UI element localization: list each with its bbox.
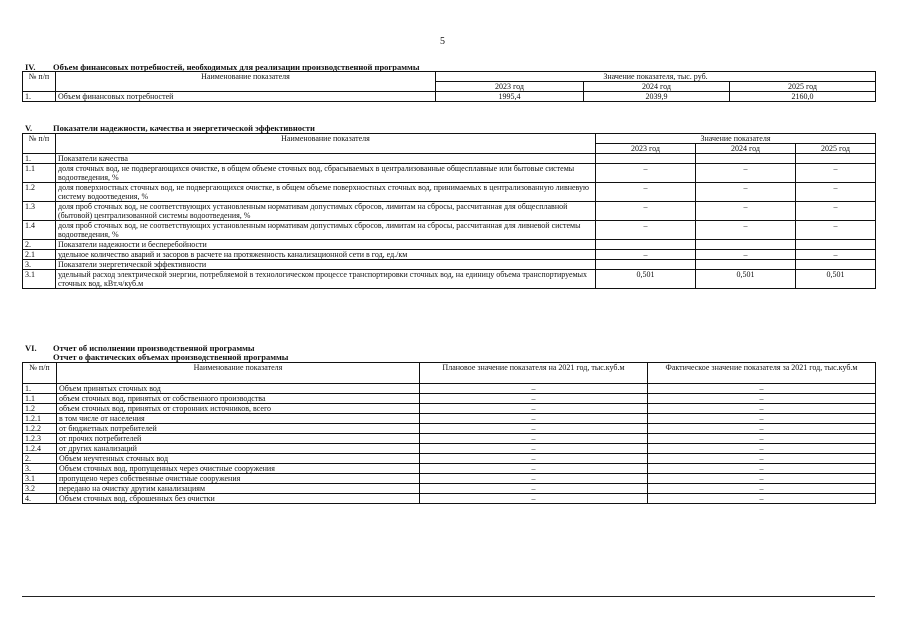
section5-number: V.	[25, 123, 33, 133]
col-value-header: Значение показателя	[596, 134, 876, 144]
row-no: 1.2.4	[23, 444, 57, 454]
section4-title: Объем финансовых потребностей, необходимых для реализации производственной программы	[53, 62, 420, 72]
section5-title: Показатели надежности, качества и энергетической эффективности	[53, 123, 315, 133]
row-value: 2160,0	[730, 92, 876, 102]
table-row	[23, 404, 876, 414]
row-no: 1.3	[23, 202, 56, 221]
row-name: доля проб сточных вод, не соответствующих установленным нормативам допустимых сбросов, лимитам на сбросы, рассчитанная для общесплавной (бытовой) централизованной системы водоотведения, %	[56, 202, 596, 221]
row-value: –	[596, 202, 696, 221]
col-name-header: Наименование показателя	[57, 363, 420, 384]
col-no-header: № п/п	[23, 363, 57, 384]
row-no: 1.2.2	[23, 424, 57, 434]
row-value: –	[596, 250, 696, 260]
row-value	[596, 260, 696, 270]
col-plan-header: Плановое значение показателя на 2021 год, тыс.куб.м	[420, 363, 648, 384]
row-fact: –	[648, 484, 876, 494]
row-value	[696, 154, 796, 164]
section4-table	[22, 71, 876, 102]
row-value: 0,501	[596, 270, 696, 289]
row-fact: –	[648, 454, 876, 464]
row-value: –	[696, 164, 796, 183]
table-row	[23, 464, 876, 474]
row-no: 1.	[23, 92, 56, 102]
row-name: Показатели энергетической эффективности	[56, 260, 596, 270]
row-name: от бюджетных потребителей	[57, 424, 420, 434]
row-fact: –	[648, 434, 876, 444]
table-row	[23, 92, 876, 102]
row-no: 1.1	[23, 164, 56, 183]
row-value	[596, 154, 696, 164]
row-no: 1.2	[23, 183, 56, 202]
year-header: 2025 год	[730, 82, 876, 92]
table-row	[23, 240, 876, 250]
row-no: 3.	[23, 260, 56, 270]
row-value: –	[696, 202, 796, 221]
row-value: –	[796, 250, 876, 260]
table-row	[23, 270, 876, 289]
row-name: удельное количество аварий и засоров в расчете на протяженность канализационной сети в год, ед./км	[56, 250, 596, 260]
table-header-row	[23, 134, 876, 144]
table-row	[23, 474, 876, 484]
row-no: 1.2.3	[23, 434, 57, 444]
row-value: –	[696, 221, 796, 240]
row-value: –	[696, 250, 796, 260]
row-name: от прочих потребителей	[57, 434, 420, 444]
row-value: –	[696, 183, 796, 202]
table-header-row	[23, 363, 876, 384]
row-name: Объем неучтенных сточных вод	[57, 454, 420, 464]
row-plan: –	[420, 434, 648, 444]
row-name: Объем сточных вод, пропущенных через очистные сооружения	[57, 464, 420, 474]
row-name: Показатели качества	[56, 154, 596, 164]
table-row	[23, 183, 876, 202]
table-row	[23, 414, 876, 424]
row-fact: –	[648, 424, 876, 434]
section6-table	[22, 362, 876, 504]
row-plan: –	[420, 444, 648, 454]
row-no: 3.2	[23, 484, 57, 494]
row-name: доля сточных вод, не подвергающихся очистке, в общем объеме сточных вод, сбрасываемых в централизованные общесплавные или бытовые системы водоотведения, %	[56, 164, 596, 183]
table-row	[23, 164, 876, 183]
row-fact: –	[648, 464, 876, 474]
section4-number: IV.	[25, 62, 36, 72]
row-value: –	[596, 221, 696, 240]
table-row	[23, 260, 876, 270]
row-value: –	[596, 183, 696, 202]
row-no: 1.	[23, 154, 56, 164]
footer-divider	[22, 596, 875, 597]
row-name: пропущено через собственные очистные сооружения	[57, 474, 420, 484]
row-value: 2039,9	[584, 92, 730, 102]
row-plan: –	[420, 414, 648, 424]
section6-number: VI.	[25, 343, 37, 353]
row-no: 1.1	[23, 394, 57, 404]
row-plan: –	[420, 454, 648, 464]
table-row	[23, 384, 876, 394]
row-fact: –	[648, 414, 876, 424]
row-name: Объем финансовых потребностей	[56, 92, 436, 102]
row-value: –	[796, 164, 876, 183]
row-value: –	[796, 183, 876, 202]
row-name: доля поверхностных сточных вод, не подвергающихся очистке, в общем объеме поверхностных сточных вод, принимаемых в централизованную ливневую систему водоотведения, %	[56, 183, 596, 202]
row-no: 2.1	[23, 250, 56, 260]
row-name: в том числе от населения	[57, 414, 420, 424]
row-value	[796, 260, 876, 270]
table-row	[23, 424, 876, 434]
table-row	[23, 454, 876, 464]
row-plan: –	[420, 484, 648, 494]
row-no: 3.	[23, 464, 57, 474]
year-header: 2023 год	[596, 144, 696, 154]
row-no: 1.2	[23, 404, 57, 414]
row-no: 1.	[23, 384, 57, 394]
table-header-row	[23, 72, 876, 82]
row-value: –	[796, 221, 876, 240]
col-name-header: Наименование показателя	[56, 72, 436, 92]
table-row	[23, 221, 876, 240]
row-value: 0,501	[796, 270, 876, 289]
row-plan: –	[420, 394, 648, 404]
col-no-header: № п/п	[23, 72, 56, 92]
row-fact: –	[648, 404, 876, 414]
year-header: 2024 год	[696, 144, 796, 154]
row-fact: –	[648, 494, 876, 504]
row-no: 1.4	[23, 221, 56, 240]
col-name-header: Наименование показателя	[56, 134, 596, 154]
row-no: 3.1	[23, 474, 57, 484]
year-header: 2023 год	[436, 82, 584, 92]
table-row	[23, 484, 876, 494]
row-value	[796, 154, 876, 164]
row-plan: –	[420, 424, 648, 434]
row-value: 1995,4	[436, 92, 584, 102]
row-name: Объем сточных вод, сброшенных без очистки	[57, 494, 420, 504]
table-row	[23, 434, 876, 444]
table-row	[23, 154, 876, 164]
row-plan: –	[420, 384, 648, 394]
year-header: 2025 год	[796, 144, 876, 154]
table-row	[23, 250, 876, 260]
row-name: объем сточных вод, принятых от сторонних источников, всего	[57, 404, 420, 414]
row-fact: –	[648, 444, 876, 454]
row-name: от других канализаций	[57, 444, 420, 454]
row-fact: –	[648, 384, 876, 394]
row-value	[596, 240, 696, 250]
row-plan: –	[420, 474, 648, 484]
row-plan: –	[420, 464, 648, 474]
row-no: 1.2.1	[23, 414, 57, 424]
row-no: 2.	[23, 240, 56, 250]
table-row	[23, 494, 876, 504]
section6-title: Отчет об исполнении производственной программы	[53, 343, 255, 353]
section5-table	[22, 133, 876, 289]
section6-subtitle: Отчет о фактических объемах производственной программы	[53, 352, 289, 362]
row-fact: –	[648, 394, 876, 404]
row-name: Объем принятых сточных вод	[57, 384, 420, 394]
row-value: –	[796, 202, 876, 221]
table-row	[23, 202, 876, 221]
row-no: 3.1	[23, 270, 56, 289]
row-plan: –	[420, 404, 648, 414]
row-name: удельный расход электрической энергии, потребляемой в технологическом процессе транспортировки сточных вод, на единицу объема транспортируемых сточных вод, кВт.ч/куб.м	[56, 270, 596, 289]
row-value: 0,501	[696, 270, 796, 289]
row-value	[696, 260, 796, 270]
row-value	[796, 240, 876, 250]
row-name: доля проб сточных вод, не соответствующих установленным нормативам допустимых сбросов, лимитам на сбросы, рассчитанная для ливневой системы водоотведения, %	[56, 221, 596, 240]
row-fact: –	[648, 474, 876, 484]
page-number: 5	[440, 36, 445, 47]
row-no: 4.	[23, 494, 57, 504]
col-fact-header: Фактическое значение показателя за 2021 год, тыс.куб.м	[648, 363, 876, 384]
row-no: 2.	[23, 454, 57, 464]
row-plan: –	[420, 494, 648, 504]
section5-heading	[25, 123, 315, 133]
row-name: Показатели надежности и бесперебойности	[56, 240, 596, 250]
row-name: объем сточных вод, принятых от собственного производства	[57, 394, 420, 404]
col-no-header: № п/п	[23, 134, 56, 154]
row-name: передано на очистку другим канализациям	[57, 484, 420, 494]
year-header: 2024 год	[584, 82, 730, 92]
table-row	[23, 394, 876, 404]
col-value-header: Значение показателя, тыс. руб.	[436, 72, 876, 82]
row-value: –	[596, 164, 696, 183]
table-row	[23, 444, 876, 454]
row-value	[696, 240, 796, 250]
